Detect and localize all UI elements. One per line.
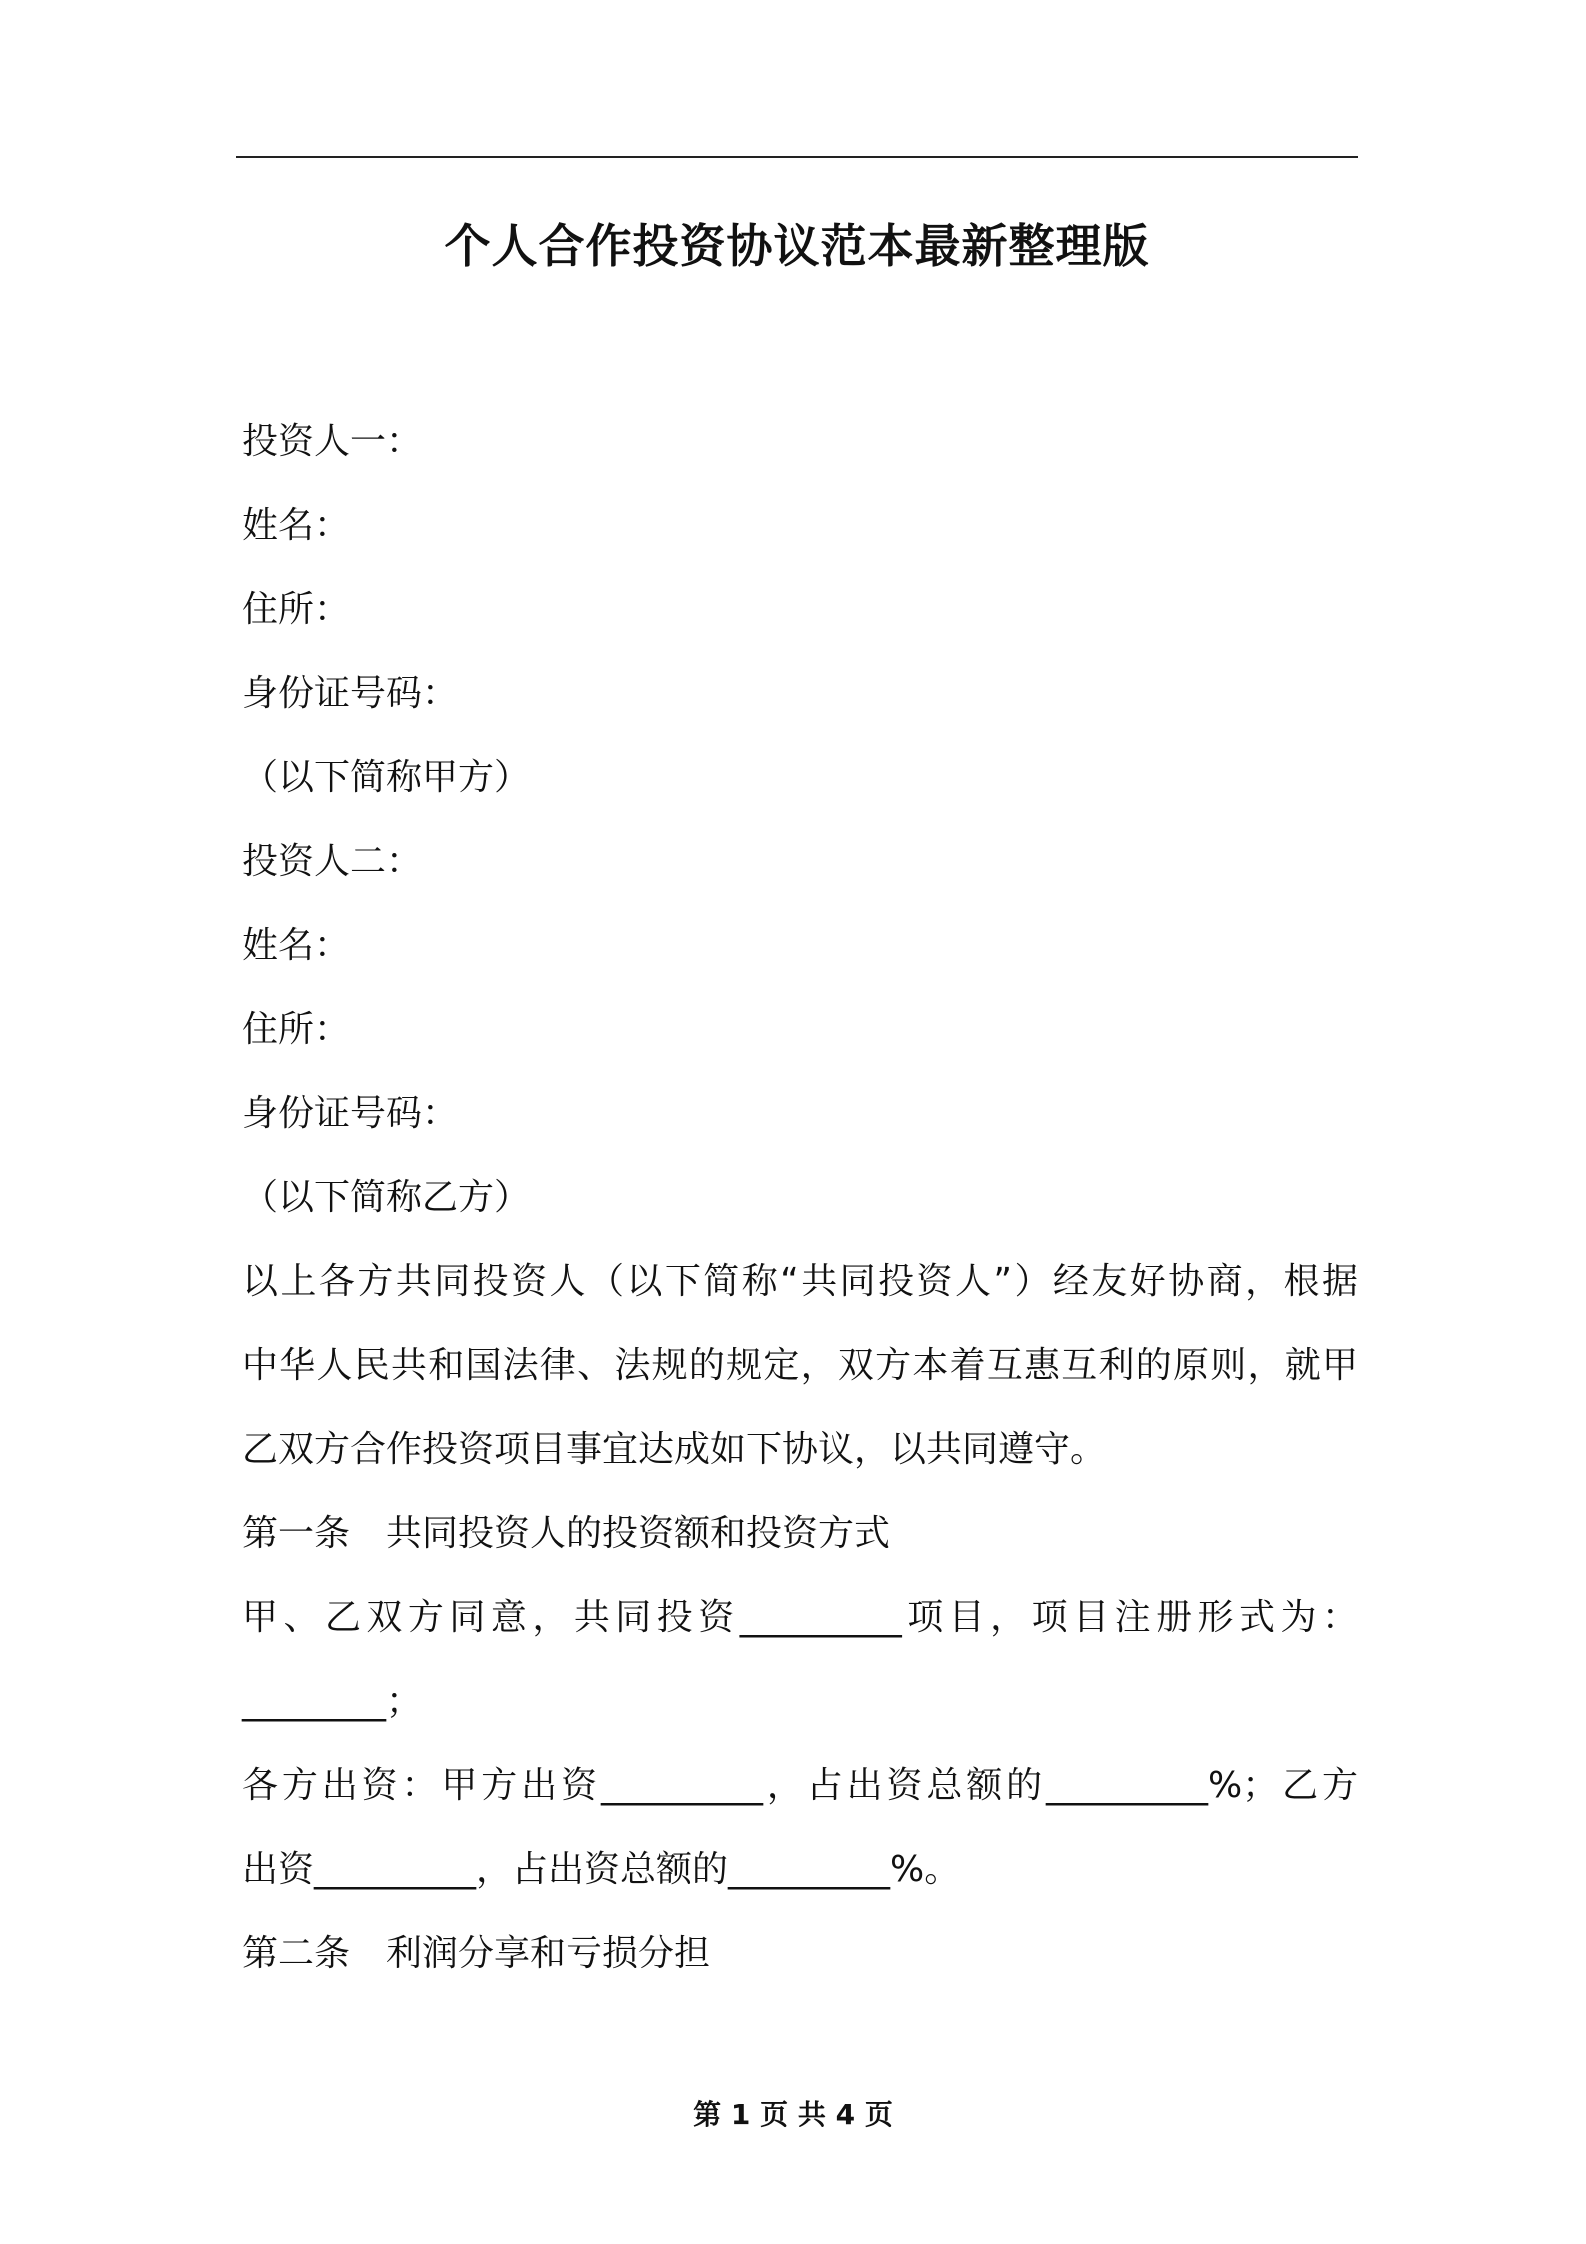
article-two-heading: 第二条 利润分享和亏损分担 — [242, 1933, 711, 1974]
document-body — [242, 400, 1358, 1996]
investor-two-name: 姓名： — [242, 925, 351, 966]
header-rule — [236, 156, 1358, 158]
investor-one-heading: 投资人一： — [242, 421, 423, 462]
article-one-heading: 第一条 共同投资人的投资额和投资方式 — [242, 1513, 891, 1554]
party-b-note: （以下简称乙方） — [242, 1177, 531, 1218]
investor-one-id-number: 身份证号码： — [242, 673, 459, 714]
investor-one-address: 住所： — [242, 589, 351, 630]
article-one-text: ________； — [242, 1681, 423, 1722]
article-one-text: 甲、乙双方同意，共同投资_________项目，项目注册形式为： — [242, 1597, 1358, 1638]
investor-two-address: 住所： — [242, 1009, 351, 1050]
preamble-line: 以上各方共同投资人（以下简称“共同投资人”）经友好协商，根据 — [242, 1261, 1358, 1302]
investor-two-id-number: 身份证号码： — [242, 1093, 459, 1134]
investor-two-heading: 投资人二： — [242, 841, 423, 882]
page-footer: 第 1 页 共 4 页 — [693, 2098, 893, 2131]
preamble-line: 乙双方合作投资项目事宜达成如下协议，以共同遵守。 — [242, 1429, 1107, 1470]
preamble-line: 中华人民共和国法律、法规的规定，双方本着互惠互利的原则，就甲 — [242, 1345, 1358, 1386]
investor-one-name: 姓名： — [242, 505, 351, 546]
party-a-note: （以下简称甲方） — [242, 757, 531, 798]
document-title: 个人合作投资协议范本最新整理版 — [444, 219, 1150, 273]
contribution-text: 出资_________，占出资总额的_________%。 — [242, 1849, 961, 1890]
contribution-text: 各方出资：甲方出资_________，占出资总额的_________%；乙方 — [242, 1765, 1358, 1806]
